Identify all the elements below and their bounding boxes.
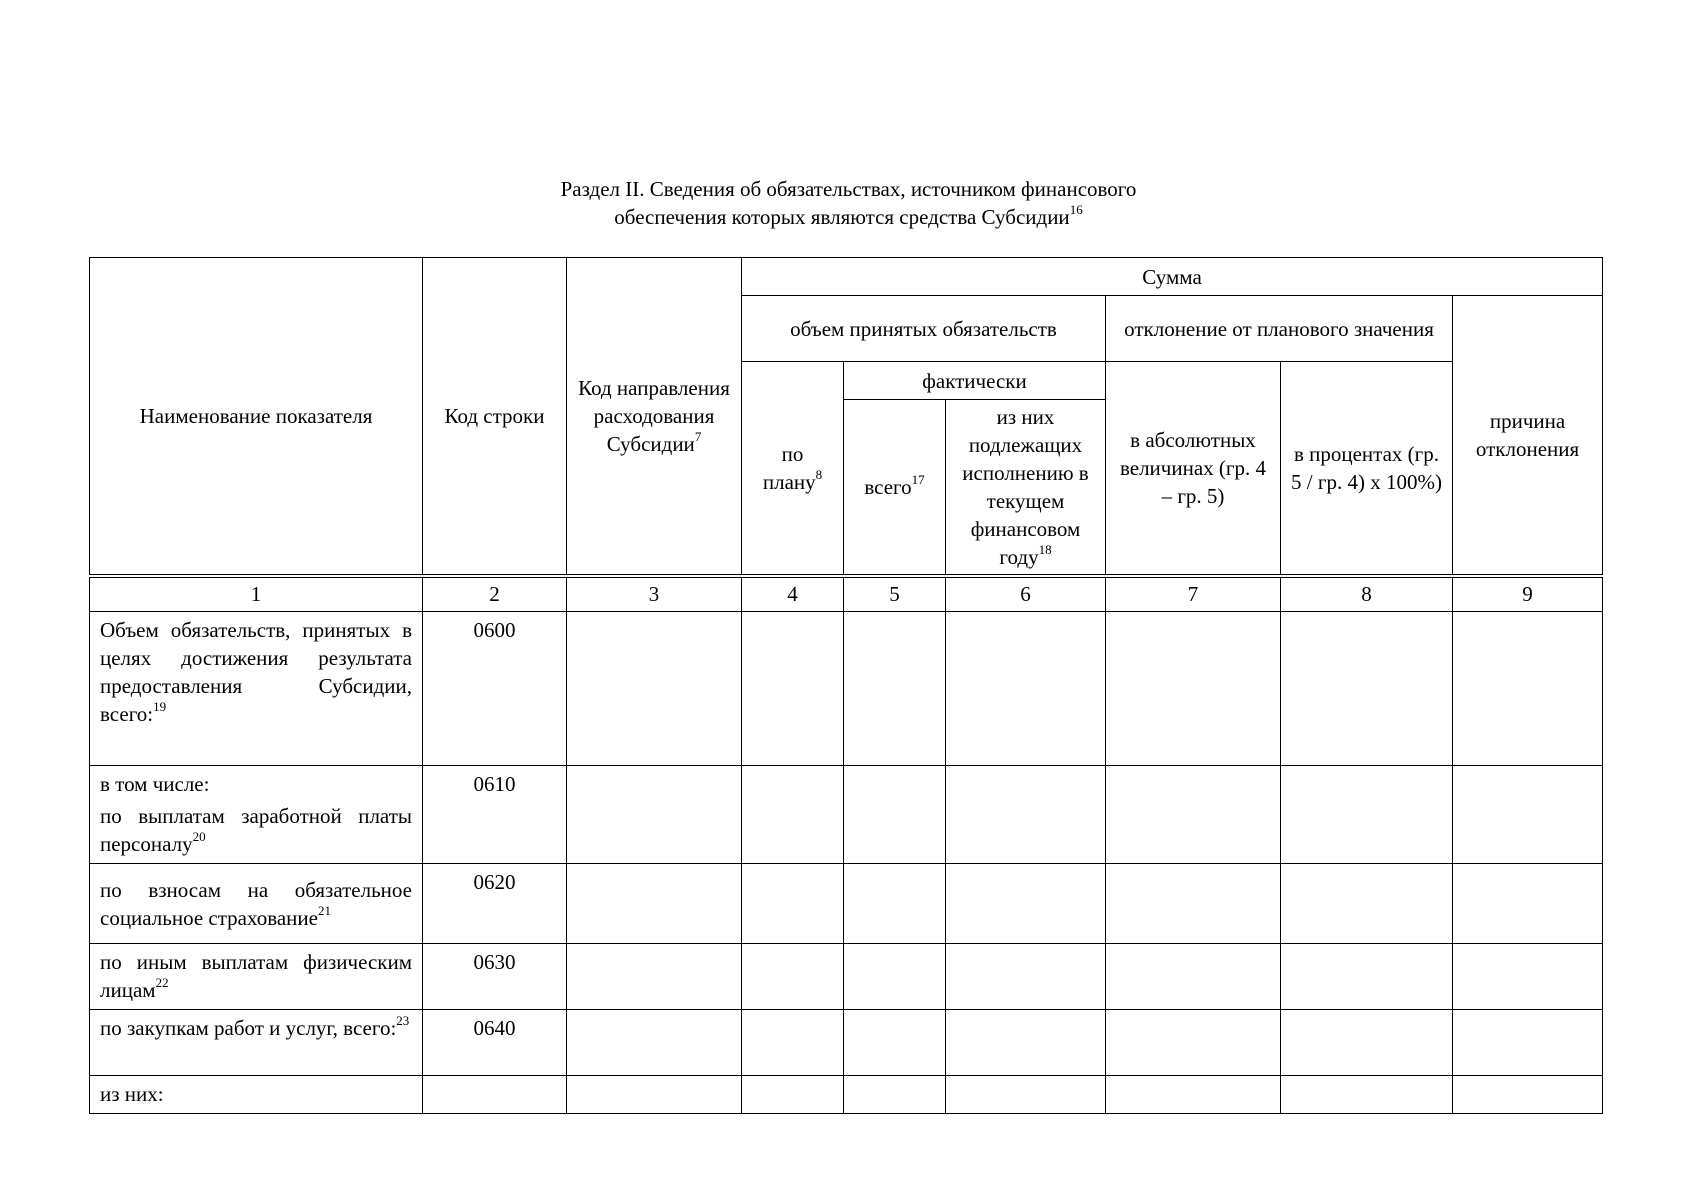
row-code <box>423 1075 567 1113</box>
section-title-line-1: Раздел II. Сведения об обязательствах, источником финансового <box>560 177 1137 201</box>
header-actual-current-year-text: из них подлежащих исполнению в текущем финансовом году <box>962 404 1089 569</box>
header-direction-code <box>567 258 742 576</box>
table-cell[interactable] <box>1106 1075 1281 1113</box>
section-title-line-2 <box>0 203 1697 231</box>
table-cell[interactable] <box>742 611 844 765</box>
table-cell[interactable] <box>946 863 1106 943</box>
header-obligations-volume: объем принятых обязательств <box>742 296 1106 362</box>
row-code: 0600 <box>423 611 567 765</box>
column-number: 8 <box>1281 576 1453 612</box>
header-summa: Сумма <box>742 258 1603 296</box>
row-code: 0640 <box>423 1009 567 1075</box>
table-cell[interactable] <box>946 1009 1106 1075</box>
table-cell[interactable] <box>1453 611 1603 765</box>
header-absolute: в абсолютных величинах (гр. 4 – гр. 5) <box>1106 362 1281 576</box>
column-number: 7 <box>1106 576 1281 612</box>
table-cell[interactable] <box>742 1075 844 1113</box>
column-number: 9 <box>1453 576 1603 612</box>
table-row <box>90 765 1603 863</box>
table-cell[interactable] <box>1281 611 1453 765</box>
table-cell[interactable] <box>1106 1009 1281 1075</box>
header-deviation-reason: причина отклонения <box>1453 296 1603 576</box>
row-code: 0610 <box>423 765 567 863</box>
header-by-plan-text: по плану <box>762 441 816 494</box>
table-cell[interactable] <box>844 611 946 765</box>
row-code: 0620 <box>423 863 567 943</box>
table-cell[interactable] <box>1453 1075 1603 1113</box>
table-row <box>90 1075 1603 1113</box>
header-actual-current-year <box>946 400 1106 576</box>
row-name <box>90 863 423 943</box>
table-cell[interactable] <box>1106 765 1281 863</box>
column-number: 4 <box>742 576 844 612</box>
row-name-main <box>100 802 412 858</box>
header-actual-total <box>844 400 946 576</box>
table-cell[interactable] <box>946 943 1106 1009</box>
table-cell[interactable] <box>567 611 742 765</box>
row-name <box>90 611 423 765</box>
row-name-prefix: в том числе: <box>100 771 210 796</box>
table-cell[interactable] <box>844 1009 946 1075</box>
table-row <box>90 863 1603 943</box>
footnote-ref: 19 <box>153 698 167 714</box>
row-name <box>90 1009 423 1075</box>
row-name: из них: <box>90 1075 423 1113</box>
column-number: 1 <box>90 576 423 612</box>
header-actual: фактически <box>844 362 1106 400</box>
table-cell[interactable] <box>1106 863 1281 943</box>
section-title-line-2-text: обеспечения которых являются средства Субсидии <box>614 205 1070 229</box>
header-row-code: Код строки <box>423 258 567 576</box>
table-cell[interactable] <box>567 765 742 863</box>
row-name-text: Объем обязательств, принятых в целях достижения результата предоставления Субсидии, всего: <box>100 617 412 726</box>
table-cell[interactable] <box>742 863 844 943</box>
column-number: 6 <box>946 576 1106 612</box>
table-cell[interactable] <box>1281 863 1453 943</box>
footnote-ref: 23 <box>396 1012 410 1028</box>
header-actual-total-text: всего <box>864 474 912 499</box>
footnote-ref: 22 <box>155 974 169 990</box>
table-cell[interactable] <box>844 1075 946 1113</box>
table-cell[interactable] <box>1281 765 1453 863</box>
table-row <box>90 1009 1603 1075</box>
row-name-text: по иным выплатам физическим лицам <box>100 949 412 1002</box>
table-cell[interactable] <box>946 765 1106 863</box>
row-name-text: по закупкам работ и услуг, всего: <box>100 1015 397 1040</box>
footnote-ref: 8 <box>815 466 823 482</box>
header-by-plan <box>742 362 844 576</box>
footnote-ref: 20 <box>192 828 206 844</box>
table-cell[interactable] <box>567 1075 742 1113</box>
header-deviation: отклонение от планового значения <box>1106 296 1453 362</box>
header-indicator-name: Наименование показателя <box>90 258 423 576</box>
row-name-text: по выплатам заработной платы персоналу <box>100 803 412 856</box>
table-cell[interactable] <box>946 1075 1106 1113</box>
table-cell[interactable] <box>946 611 1106 765</box>
table-row <box>90 611 1603 765</box>
header-direction-code-text: Код направления расходования Субсидии <box>578 375 730 456</box>
table-cell[interactable] <box>1281 1009 1453 1075</box>
table-cell[interactable] <box>567 863 742 943</box>
table-cell[interactable] <box>742 943 844 1009</box>
row-name-text: по взносам на обязательное социальное страхование <box>100 877 412 930</box>
column-number: 3 <box>567 576 742 612</box>
table-cell[interactable] <box>1453 863 1603 943</box>
table-cell[interactable] <box>1281 1075 1453 1113</box>
header-percent: в процентах (гр. 5 / гр. 4) x 100%) <box>1281 362 1453 576</box>
table-cell[interactable] <box>1453 1009 1603 1075</box>
footnote-ref: 16 <box>1069 202 1083 217</box>
footnote-ref: 17 <box>911 471 925 487</box>
footnote-ref: 21 <box>317 902 331 918</box>
column-numbers-row <box>90 576 1603 612</box>
table-cell[interactable] <box>567 943 742 1009</box>
table-cell[interactable] <box>844 863 946 943</box>
table-cell[interactable] <box>844 765 946 863</box>
row-name <box>90 765 423 863</box>
row-code: 0630 <box>423 943 567 1009</box>
obligations-table <box>89 257 1603 1114</box>
table-cell[interactable] <box>1281 943 1453 1009</box>
table-cell[interactable] <box>1106 943 1281 1009</box>
table-cell[interactable] <box>1453 765 1603 863</box>
table-cell[interactable] <box>844 943 946 1009</box>
row-name <box>90 943 423 1009</box>
column-number: 2 <box>423 576 567 612</box>
footnote-ref: 18 <box>1038 541 1052 557</box>
table-row <box>90 943 1603 1009</box>
table-cell[interactable] <box>1453 943 1603 1009</box>
table-cell[interactable] <box>742 1009 844 1075</box>
table-cell[interactable] <box>567 1009 742 1075</box>
section-title <box>0 175 1697 231</box>
column-number: 5 <box>844 576 946 612</box>
table-cell[interactable] <box>742 765 844 863</box>
table-cell[interactable] <box>1106 611 1281 765</box>
footnote-ref: 7 <box>694 428 702 444</box>
